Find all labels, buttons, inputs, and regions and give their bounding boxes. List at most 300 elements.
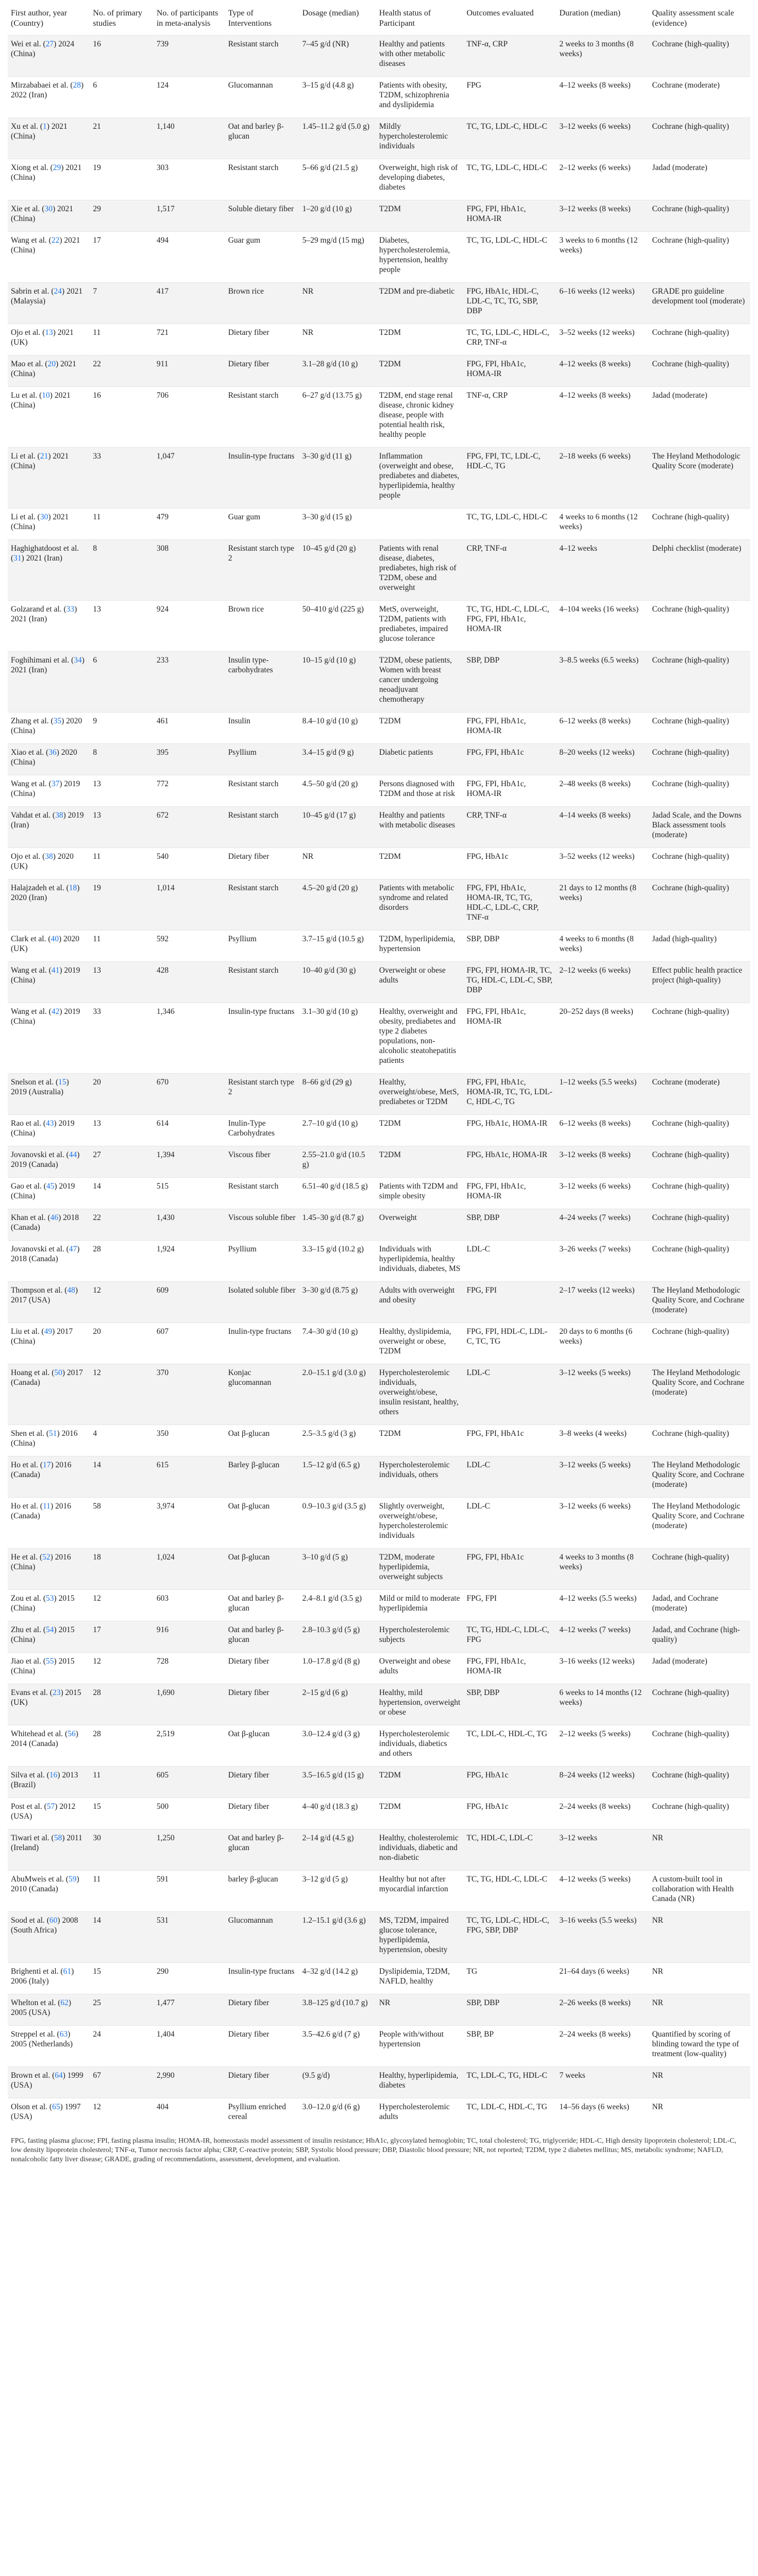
cell-primary-studies: 12 <box>90 1364 153 1425</box>
table-row <box>8 2067 750 2098</box>
cell-health-status: Healthy and patients with other metabolic diseases <box>376 36 464 77</box>
table-header <box>8 5 750 36</box>
cell-dosage: 3.8–125 g/d (10.7 g) <box>299 1994 376 2026</box>
author-year-country: 2021 (China) <box>11 360 77 378</box>
cell-quality-assessment: Jadad, and Cochrane (moderate) <box>649 1590 750 1621</box>
cell-dosage: 5–66 g/d (21.5 g) <box>299 159 376 200</box>
cell-outcomes: SBP, BP <box>464 2026 557 2067</box>
cell-intervention-type: Insulin <box>225 713 299 744</box>
cell-quality-assessment: A custom-built tool in collaboration with Health Canada (NR) <box>649 1871 750 1912</box>
cell-primary-studies: 18 <box>90 1549 153 1590</box>
cell-primary-studies: 13 <box>90 1115 153 1146</box>
cell-outcomes: TC, TG, HDL-C, LDL-C, FPG <box>464 1621 557 1653</box>
reference-link[interactable]: 28 <box>73 81 81 90</box>
cell-participants-count: 428 <box>154 962 225 1003</box>
reference-link[interactable]: 38 <box>45 852 53 861</box>
cell-dosage: 1.0–17.8 g/d (8 g) <box>299 1653 376 1684</box>
cell-quality-assessment: Cochrane (high-quality) <box>649 713 750 744</box>
reference-link[interactable]: 48 <box>67 1286 75 1295</box>
table-row <box>8 283 750 324</box>
cell-outcomes: SBP, DBP <box>464 930 557 962</box>
cell-intervention-type: Oat β-glucan <box>225 1498 299 1549</box>
cell-quality-assessment: Cochrane (high-quality) <box>649 509 750 540</box>
cell-quality-assessment: Cochrane (high-quality) <box>649 1323 750 1364</box>
reference-link[interactable]: 17 <box>43 1461 51 1469</box>
cell-intervention-type: Resistant starch type 2 <box>225 1074 299 1115</box>
reference-link[interactable]: 22 <box>51 236 60 245</box>
cell-dosage: 1.45–11.2 g/d (5.0 g) <box>299 118 376 159</box>
author-name: Vahdat et al. <box>11 811 51 820</box>
reference-link[interactable]: 10 <box>42 391 50 400</box>
author-name: Wang et al. <box>11 236 47 245</box>
reference-link[interactable]: 36 <box>48 748 57 757</box>
reference-link[interactable]: 1 <box>43 122 47 131</box>
table-row <box>8 1590 750 1621</box>
cell-duration: 6–12 weeks (8 weeks) <box>556 1115 649 1146</box>
table-row <box>8 1003 750 1074</box>
table-row <box>8 1912 750 1963</box>
cell-intervention-type: Oat and barley β-glucan <box>225 1829 299 1871</box>
cell-outcomes: FPG, FPI, HbA1c, HOMA-IR <box>464 355 557 387</box>
cell-participants-count: 1,047 <box>154 448 225 509</box>
cell-duration: 4–12 weeks (5 weeks) <box>556 1871 649 1912</box>
cell-health-status <box>376 509 464 540</box>
reference-link[interactable]: 33 <box>66 605 75 614</box>
cell-outcomes: FPG, FPI, HbA1c, HOMA-IR <box>464 775 557 807</box>
reference-link[interactable]: 20 <box>47 360 56 368</box>
cell-duration: 8–20 weeks (12 weeks) <box>556 744 649 775</box>
cell-outcomes: TC, TG, LDL-C, HDL-C, FPG, SBP, DBP <box>464 1912 557 1963</box>
cell-author: Wei et al. (27) 2024 (China) <box>8 36 90 77</box>
cell-intervention-type: Psyllium <box>225 744 299 775</box>
cell-participants-count: 494 <box>154 232 225 283</box>
cell-intervention-type: Dietary fiber <box>225 1684 299 1725</box>
reference-link[interactable]: 47 <box>69 1245 77 1253</box>
cell-primary-studies: 11 <box>90 848 153 879</box>
cell-outcomes: FPG, FPI, HbA1c <box>464 1549 557 1590</box>
cell-participants-count: 924 <box>154 601 225 652</box>
cell-author: Zhang et al. (35) 2020 (China) <box>8 713 90 744</box>
reference-link[interactable]: 30 <box>40 513 48 521</box>
author-year-country: 2015 (China) <box>11 1594 75 1613</box>
cell-participants-count: 350 <box>154 1425 225 1456</box>
cell-quality-assessment: NR <box>649 2067 750 2098</box>
cell-participants-count: 1,430 <box>154 1209 225 1241</box>
cell-participants-count: 706 <box>154 387 225 448</box>
author-name: Xie et al. <box>11 205 40 213</box>
table-row <box>8 1963 750 1994</box>
cell-intervention-type: Dietary fiber <box>225 848 299 879</box>
cell-duration: 2–12 weeks (5 weeks) <box>556 1725 649 1767</box>
reference-link[interactable]: 62 <box>60 1998 69 2007</box>
cell-duration: 2–48 weeks (8 weeks) <box>556 775 649 807</box>
cell-duration: 3–52 weeks (12 weeks) <box>556 848 649 879</box>
cell-dosage: 4.5–50 g/d (20 g) <box>299 775 376 807</box>
cell-author: Halajzadeh et al. (18) 2020 (Iran) <box>8 879 90 930</box>
cell-author: Sood et al. (60) 2008 (South Africa) <box>8 1912 90 1963</box>
header-author: First author, year (Country) <box>11 9 68 28</box>
cell-intervention-type: Oat and barley β-glucan <box>225 1590 299 1621</box>
cell-health-status: MS, T2DM, impaired glucose tolerance, hyperlipidemia, hypertension, obesity <box>376 1912 464 1963</box>
cell-duration: 2–17 weeks (12 weeks) <box>556 1282 649 1323</box>
cell-duration: 2 weeks to 3 months (8 weeks) <box>556 36 649 77</box>
reference-link[interactable]: 13 <box>45 328 53 337</box>
cell-quality-assessment: NR <box>649 1994 750 2026</box>
cell-participants-count: 911 <box>154 355 225 387</box>
cell-primary-studies: 15 <box>90 1798 153 1829</box>
reference-link[interactable]: 37 <box>51 779 60 788</box>
cell-author: Streppel et al. (63) 2005 (Netherlands) <box>8 2026 90 2067</box>
author-name: Gao et al. <box>11 1182 42 1191</box>
cell-duration: 3–12 weeks (8 weeks) <box>556 1146 649 1178</box>
cell-quality-assessment: GRADE pro guideline development tool (moderate) <box>649 283 750 324</box>
reference-link[interactable]: 44 <box>69 1150 77 1159</box>
reference-link[interactable]: 40 <box>50 935 59 943</box>
cell-participants-count: 515 <box>154 1178 225 1209</box>
cell-dosage: 10–45 g/d (20 g) <box>299 540 376 601</box>
cell-dosage: 3–12 g/d (5 g) <box>299 1871 376 1912</box>
cell-dosage: 3–30 g/d (15 g) <box>299 509 376 540</box>
reference-link[interactable]: 64 <box>55 2071 63 2080</box>
cell-dosage: 3.1–28 g/d (10 g) <box>299 355 376 387</box>
cell-outcomes: TC, TG, HDL-C, LDL-C, FPG, FPI, HbA1c, HOMA-IR <box>464 601 557 652</box>
cell-dosage: 3.3–15 g/d (10.2 g) <box>299 1241 376 1282</box>
cell-outcomes: TC, TG, LDL-C, HDL-C <box>464 232 557 283</box>
cell-health-status: Hypercholesterolemic subjects <box>376 1621 464 1653</box>
cell-participants-count: 479 <box>154 509 225 540</box>
reference-link[interactable]: 27 <box>45 40 54 48</box>
cell-primary-studies: 13 <box>90 962 153 1003</box>
cell-health-status: T2DM <box>376 848 464 879</box>
cell-health-status: T2DM <box>376 1115 464 1146</box>
cell-primary-studies: 20 <box>90 1074 153 1115</box>
cell-primary-studies: 12 <box>90 1590 153 1621</box>
cell-author: Zou et al. (53) 2015 (China) <box>8 1590 90 1621</box>
reference-link[interactable]: 24 <box>54 287 62 296</box>
table-row <box>8 1549 750 1590</box>
cell-quality-assessment: Cochrane (high-quality) <box>649 232 750 283</box>
table-row <box>8 1115 750 1146</box>
cell-dosage: 3–15 g/d (4.8 g) <box>299 77 376 118</box>
cell-duration: 7 weeks <box>556 2067 649 2098</box>
cell-author: He et al. (52) 2016 (China) <box>8 1549 90 1590</box>
author-year-country: 2015 (UK) <box>11 1688 81 1707</box>
reference-link[interactable]: 60 <box>49 1916 58 1925</box>
cell-outcomes: TC, TG, LDL-C, HDL-C, CRP, TNF-α <box>464 324 557 355</box>
cell-intervention-type: Guar gum <box>225 509 299 540</box>
cell-duration: 2–12 weeks (6 weeks) <box>556 159 649 200</box>
author-year-country: 2015 (China) <box>11 1657 75 1675</box>
author-year-country: 2021 (Iran) <box>26 554 62 563</box>
table-row <box>8 2026 750 2067</box>
author-name: Foghihimani et al. <box>11 656 70 665</box>
cell-participants-count: 1,404 <box>154 2026 225 2067</box>
reference-link[interactable]: 31 <box>13 554 22 563</box>
cell-dosage: 7–45 g/d (NR) <box>299 36 376 77</box>
cell-duration: 3–8.5 weeks (6.5 weeks) <box>556 652 649 713</box>
cell-duration: 3–16 weeks (12 weeks) <box>556 1653 649 1684</box>
cell-duration: 4–14 weeks (8 weeks) <box>556 807 649 848</box>
cell-intervention-type: Psyllium <box>225 1241 299 1282</box>
cell-outcomes: FPG, FPI, HbA1c, HOMA-IR <box>464 713 557 744</box>
cell-quality-assessment: Quantified by scoring of blinding toward the type of treatment (low-quality) <box>649 2026 750 2067</box>
cell-outcomes: FPG, FPI, HbA1c, HOMA-IR <box>464 1003 557 1074</box>
author-year-country: 2021 (Malaysia) <box>11 287 83 306</box>
cell-intervention-type: Oat β-glucan <box>225 1549 299 1590</box>
reference-link[interactable]: 63 <box>59 2030 68 2039</box>
author-year-country: 2010 (Canada) <box>11 1885 58 1893</box>
cell-primary-studies: 24 <box>90 2026 153 2067</box>
cell-intervention-type: Psyllium <box>225 930 299 962</box>
reference-link[interactable]: 34 <box>74 656 82 665</box>
cell-health-status: T2DM, hyperlipidemia, hypertension <box>376 930 464 962</box>
table-row <box>8 540 750 601</box>
cell-outcomes: TC, LDL-C, HDL-C, TG <box>464 2098 557 2130</box>
reference-link[interactable]: 46 <box>50 1213 59 1222</box>
cell-primary-studies: 30 <box>90 1829 153 1871</box>
author-name: Golzarand et al. <box>11 605 62 614</box>
cell-primary-studies: 19 <box>90 879 153 930</box>
cell-quality-assessment: Cochrane (high-quality) <box>649 652 750 713</box>
author-name: Mao et al. <box>11 360 43 368</box>
cell-duration: 6 weeks to 14 months (12 weeks) <box>556 1684 649 1725</box>
cell-author: Hoang et al. (50) 2017 (Canada) <box>8 1364 90 1425</box>
cell-participants-count: 721 <box>154 324 225 355</box>
cell-outcomes: TC, TG, LDL-C, HDL-C <box>464 159 557 200</box>
cell-duration: 4–104 weeks (16 weeks) <box>556 601 649 652</box>
cell-primary-studies: 7 <box>90 283 153 324</box>
reference-link[interactable]: 43 <box>46 1119 54 1128</box>
reference-link[interactable]: 23 <box>52 1688 61 1697</box>
reference-link[interactable]: 53 <box>46 1594 54 1603</box>
cell-dosage: 1.2–15.1 g/d (3.6 g) <box>299 1912 376 1963</box>
cell-author: Clark et al. (40) 2020 (UK) <box>8 930 90 962</box>
cell-participants-count: 290 <box>154 1963 225 1994</box>
author-name: Olson et al. <box>11 2103 48 2111</box>
cell-duration: 3–12 weeks (6 weeks) <box>556 1178 649 1209</box>
reference-link[interactable]: 18 <box>69 884 77 892</box>
cell-outcomes: FPG, HbA1c, HOMA-IR <box>464 1115 557 1146</box>
cell-primary-studies: 28 <box>90 1725 153 1767</box>
author-name: Zhang et al. <box>11 717 49 725</box>
cell-dosage: 5–29 mg/d (15 mg) <box>299 232 376 283</box>
reference-link[interactable]: 58 <box>54 1834 62 1842</box>
cell-dosage: 2–14 g/d (4.5 g) <box>299 1829 376 1871</box>
reference-link[interactable]: 45 <box>46 1182 55 1191</box>
cell-intervention-type: Dietary fiber <box>225 355 299 387</box>
cell-author: Silva et al. (16) 2013 (Brazil) <box>8 1767 90 1798</box>
cell-primary-studies: 8 <box>90 540 153 601</box>
author-name: AbuMweis et al. <box>11 1875 64 1884</box>
cell-dosage: 0.9–10.3 g/d (3.5 g) <box>299 1498 376 1549</box>
author-name: Wei et al. <box>11 40 41 48</box>
reference-link[interactable]: 56 <box>68 1730 76 1738</box>
cell-dosage: 2.8–10.3 g/d (5 g) <box>299 1621 376 1653</box>
reference-link[interactable]: 11 <box>43 1502 50 1511</box>
cell-intervention-type: Resistant starch type 2 <box>225 540 299 601</box>
cell-duration: 20–252 days (8 weeks) <box>556 1003 649 1074</box>
cell-quality-assessment: Jadad (high-quality) <box>649 930 750 962</box>
cell-participants-count: 303 <box>154 159 225 200</box>
cell-dosage: 3–30 g/d (8.75 g) <box>299 1282 376 1323</box>
author-name: Brown et al. <box>11 2071 50 2080</box>
cell-author: Wang et al. (42) 2019 (China) <box>8 1003 90 1074</box>
cell-health-status: Healthy, overweight/obese, MetS, prediabetes or T2DM <box>376 1074 464 1115</box>
reference-link[interactable]: 54 <box>46 1625 54 1634</box>
reference-link[interactable]: 38 <box>55 811 63 820</box>
author-name: Streppel et al. <box>11 2030 55 2039</box>
reference-link[interactable]: 30 <box>44 205 53 213</box>
cell-primary-studies: 11 <box>90 930 153 962</box>
cell-health-status: Overweight and obese adults <box>376 1653 464 1684</box>
table-footnote: FPG, fasting plasma glucose; FPI, fasting plasma insulin; HOMA-IR, homeostasis model assessment of insulin resistance; HbA1c, glycosylated hemoglobin; TC, total cholesterol; TG, triglyceride; HDL-C, High density lipoprotein cholesterol; LDL-C, low density lipoprotein cholesterol; TNF-α, Tumor necrosis factor alpha; CRP, C-reactive protein; SBP, Systolic blood pressure; DBP, Diastolic blood pressure; NR, not reported; T2DM, type 2 diabetes mellitus; MS, metabolic syndrome; NAFLD, nonalcoholic fatty liver disease; GRADE, grading of recommendations, assessment, development, and evaluation. <box>11 2137 736 2163</box>
cell-outcomes: TC, TG, HDL-C, LDL-C <box>464 1871 557 1912</box>
cell-dosage: 8–66 g/d (29 g) <box>299 1074 376 1115</box>
cell-intervention-type: Resistant starch <box>225 775 299 807</box>
reference-link[interactable]: 51 <box>49 1429 57 1438</box>
cell-quality-assessment: Cochrane (high-quality) <box>649 355 750 387</box>
cell-quality-assessment: Cochrane (moderate) <box>649 77 750 118</box>
header-quality: Quality assessment scale (evidence) <box>652 9 734 28</box>
reference-link[interactable]: 35 <box>53 717 62 725</box>
cell-dosage: 3.0–12.4 g/d (3 g) <box>299 1725 376 1767</box>
author-year-country: 2019 (China) <box>11 1182 75 1200</box>
reference-link[interactable]: 16 <box>49 1771 58 1780</box>
cell-participants-count: 1,924 <box>154 1241 225 1282</box>
cell-dosage: NR <box>299 283 376 324</box>
cell-participants-count: 531 <box>154 1912 225 1963</box>
cell-author: Evans et al. (23) 2015 (UK) <box>8 1684 90 1725</box>
cell-intervention-type: Oat β-glucan <box>225 1725 299 1767</box>
cell-quality-assessment: Cochrane (high-quality) <box>649 1209 750 1241</box>
cell-quality-assessment: Jadad (moderate) <box>649 1653 750 1684</box>
cell-dosage: 2.0–15.1 g/d (3.0 g) <box>299 1364 376 1425</box>
cell-dosage: 6–27 g/d (13.75 g) <box>299 387 376 448</box>
table-row <box>8 1146 750 1178</box>
author-name: Hoang et al. <box>11 1368 50 1377</box>
reference-link[interactable]: 59 <box>68 1875 77 1884</box>
cell-participants-count: 500 <box>154 1798 225 1829</box>
meta-analysis-table <box>8 5 750 2129</box>
author-year-country: 2019 (Australia) <box>11 1088 64 1096</box>
cell-duration: 3–16 weeks (5.5 weeks) <box>556 1912 649 1963</box>
cell-outcomes: TC, LDL-C, TG, HDL-C <box>464 2067 557 2098</box>
cell-author: Mirzababaei et al. (28) 2022 (Iran) <box>8 77 90 118</box>
reference-link[interactable]: 41 <box>51 966 60 975</box>
author-name: Li et al. <box>11 513 36 521</box>
cell-health-status: T2DM <box>376 1146 464 1178</box>
author-year-country: 2024 (China) <box>11 40 75 58</box>
cell-dosage: 2.7–10 g/d (10 g) <box>299 1115 376 1146</box>
cell-participants-count: 1,250 <box>154 1829 225 1871</box>
author-name: Silva et al. <box>11 1771 45 1780</box>
cell-dosage: 2.5–3.5 g/d (3 g) <box>299 1425 376 1456</box>
cell-intervention-type: Glucomannan <box>225 1912 299 1963</box>
cell-participants-count: 540 <box>154 848 225 879</box>
cell-health-status: T2DM <box>376 1425 464 1456</box>
cell-quality-assessment: Cochrane (high-quality) <box>649 1549 750 1590</box>
cell-outcomes: LDL-C <box>464 1498 557 1549</box>
reference-link[interactable]: 42 <box>51 1007 60 1016</box>
cell-health-status: Patients with metabolic syndrome and related disorders <box>376 879 464 930</box>
cell-dosage: 10–15 g/d (10 g) <box>299 652 376 713</box>
cell-quality-assessment: The Heyland Methodologic Quality Score, and Cochrane (moderate) <box>649 1498 750 1549</box>
author-name: Liu et al. <box>11 1327 40 1336</box>
cell-health-status: Patients with T2DM and simple obesity <box>376 1178 464 1209</box>
cell-quality-assessment: Cochrane (high-quality) <box>649 1115 750 1146</box>
cell-duration: 3–12 weeks <box>556 1829 649 1871</box>
cell-duration: 6–16 weeks (12 weeks) <box>556 283 649 324</box>
reference-link[interactable]: 29 <box>53 163 61 172</box>
author-year-country: 2014 (Canada) <box>11 1739 58 1748</box>
cell-primary-studies: 67 <box>90 2067 153 2098</box>
cell-quality-assessment: Cochrane (high-quality) <box>649 775 750 807</box>
reference-link[interactable]: 15 <box>58 1078 66 1087</box>
cell-health-status: T2DM <box>376 1798 464 1829</box>
cell-duration: 4–12 weeks (8 weeks) <box>556 77 649 118</box>
cell-primary-studies: 9 <box>90 713 153 744</box>
cell-author: Gao et al. (45) 2019 (China) <box>8 1178 90 1209</box>
reference-link[interactable]: 49 <box>44 1327 53 1336</box>
cell-health-status: T2DM and pre-diabetic <box>376 283 464 324</box>
table-row <box>8 2098 750 2130</box>
author-name: He et al. <box>11 1553 38 1562</box>
cell-duration: 4 weeks to 6 months (12 weeks) <box>556 509 649 540</box>
cell-dosage: 3.4–15 g/d (9 g) <box>299 744 376 775</box>
author-name: Tiwari et al. <box>11 1834 49 1842</box>
author-name: Sabrin et al. <box>11 287 49 296</box>
cell-quality-assessment: Cochrane (moderate) <box>649 1074 750 1115</box>
reference-link[interactable]: 57 <box>46 1802 55 1811</box>
cell-primary-studies: 12 <box>90 1653 153 1684</box>
cell-intervention-type: Resistant starch <box>225 879 299 930</box>
cell-author: Whelton et al. (62) 2005 (USA) <box>8 1994 90 2026</box>
author-name: Brighenti et al. <box>11 1967 59 1976</box>
cell-intervention-type: Glucomannan <box>225 77 299 118</box>
cell-intervention-type: Insulin-type fructans <box>225 1003 299 1074</box>
cell-primary-studies: 16 <box>90 387 153 448</box>
cell-health-status: Patients with obesity, T2DM, schizophrenia and dyslipidemia <box>376 77 464 118</box>
table-row <box>8 1074 750 1115</box>
cell-author: Thompson et al. (48) 2017 (USA) <box>8 1282 90 1323</box>
cell-participants-count: 1,477 <box>154 1994 225 2026</box>
cell-primary-studies: 17 <box>90 1621 153 1653</box>
reference-link[interactable]: 65 <box>52 2103 60 2111</box>
cell-health-status: Hypercholesterolemic individuals, overweight/obese, insulin resistant, healthy, others <box>376 1364 464 1425</box>
cell-primary-studies: 4 <box>90 1425 153 1456</box>
cell-dosage: 3.5–16.5 g/d (15 g) <box>299 1767 376 1798</box>
cell-author: Foghihimani et al. (34) 2021 (Iran) <box>8 652 90 713</box>
cell-dosage: 3.7–15 g/d (10.5 g) <box>299 930 376 962</box>
cell-dosage: 3–30 g/d (11 g) <box>299 448 376 509</box>
reference-link[interactable]: 21 <box>40 452 48 461</box>
table-row <box>8 807 750 848</box>
author-year-country: 2020 (UK) <box>11 935 80 953</box>
reference-link[interactable]: 50 <box>54 1368 62 1377</box>
cell-health-status: T2DM, end stage renal disease, chronic kidney disease, people with potential health risk, healthy people <box>376 387 464 448</box>
cell-intervention-type: Brown rice <box>225 283 299 324</box>
table-row <box>8 652 750 713</box>
reference-link[interactable]: 61 <box>63 1967 72 1976</box>
reference-link[interactable]: 52 <box>42 1553 50 1562</box>
cell-dosage: 4–40 g/d (18.3 g) <box>299 1798 376 1829</box>
cell-quality-assessment: Cochrane (high-quality) <box>649 1725 750 1767</box>
cell-outcomes: FPG, FPI, HbA1c, HOMA-IR, TC, TG, LDL-C, HDL-C, TG <box>464 1074 557 1115</box>
author-name: Jovanovski et al. <box>11 1245 64 1253</box>
reference-link[interactable]: 55 <box>46 1657 54 1666</box>
cell-participants-count: 395 <box>154 744 225 775</box>
cell-primary-studies: 16 <box>90 36 153 77</box>
